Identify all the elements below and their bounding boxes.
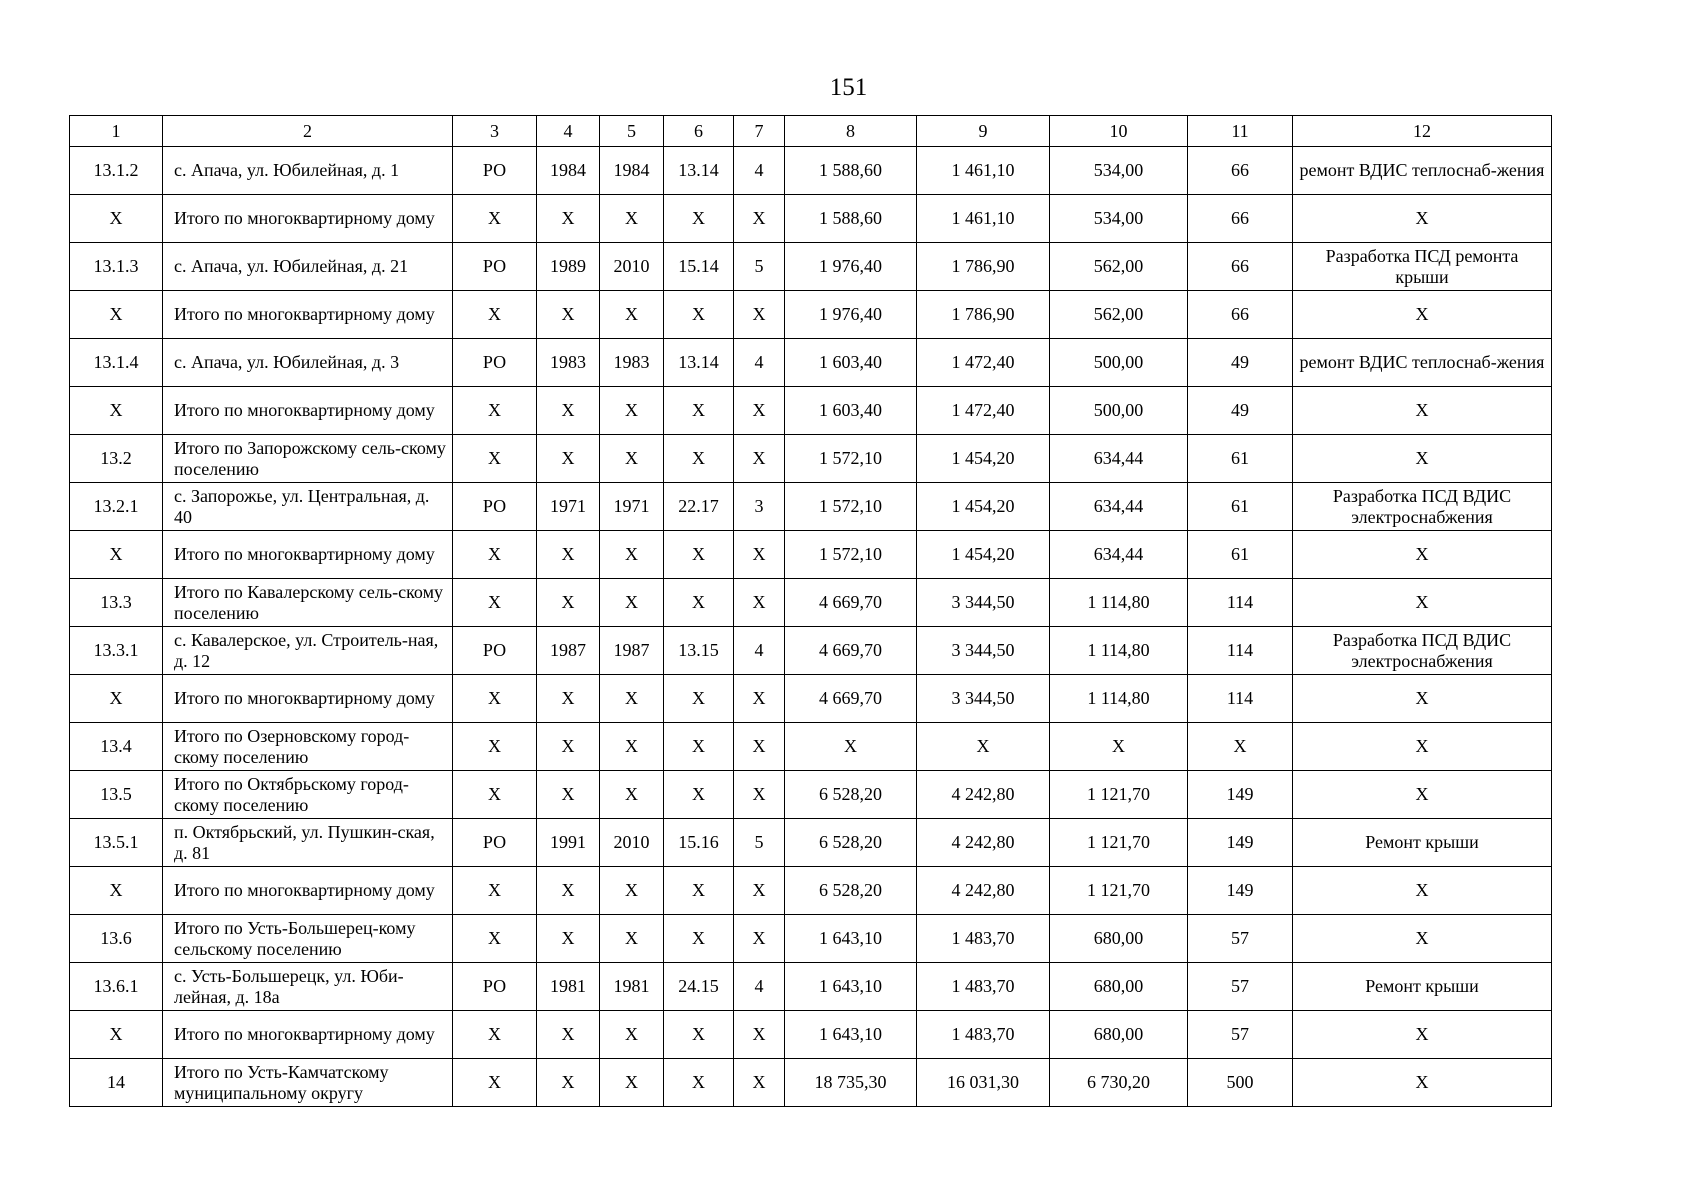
- residents-cell: 149: [1188, 771, 1293, 819]
- work-type-cell: Х: [1293, 387, 1552, 435]
- year-cell: 1981: [600, 963, 664, 1011]
- work-type-cell: Х: [1293, 1011, 1552, 1059]
- table-row: [70, 963, 1552, 1011]
- area-cell: 634,44: [1050, 435, 1188, 483]
- year-built-cell: Х: [537, 867, 600, 915]
- area-cell: 1 121,70: [1050, 819, 1188, 867]
- address-cell: Итого по Усть-Большерец-кому сельскому поселению: [163, 915, 453, 963]
- table-row: [70, 291, 1552, 339]
- living-area-cell: 3 344,50: [917, 579, 1050, 627]
- year-cell: 2010: [600, 243, 664, 291]
- work-type-cell: Х: [1293, 723, 1552, 771]
- table-row: [70, 147, 1552, 195]
- row-number-cell: 13.2: [70, 435, 163, 483]
- year-cell: Х: [600, 195, 664, 243]
- row-number-cell: 13.3: [70, 579, 163, 627]
- type-cell: РО: [453, 627, 537, 675]
- floors-cell: 3: [734, 483, 785, 531]
- floors-cell: Х: [734, 579, 785, 627]
- total-area-cell: 1 643,10: [785, 915, 917, 963]
- year-cell: Х: [600, 291, 664, 339]
- row-number-cell: 13.1.2: [70, 147, 163, 195]
- work-type-cell: Разработка ПСД ВДИС электроснабжения: [1293, 627, 1552, 675]
- code-cell: Х: [664, 771, 734, 819]
- code-cell: Х: [664, 1011, 734, 1059]
- address-cell: с. Запорожье, ул. Центральная, д. 40: [163, 483, 453, 531]
- year-cell: 1987: [600, 627, 664, 675]
- column-number-cell: 9: [917, 116, 1050, 147]
- table-row: [70, 1059, 1552, 1107]
- year-cell: 1971: [600, 483, 664, 531]
- row-number-cell: 13.1.3: [70, 243, 163, 291]
- row-number-cell: Х: [70, 291, 163, 339]
- residents-cell: 149: [1188, 819, 1293, 867]
- year-cell: Х: [600, 1011, 664, 1059]
- year-cell: Х: [600, 675, 664, 723]
- page-number: 151: [829, 74, 868, 101]
- residents-cell: 66: [1188, 195, 1293, 243]
- area-cell: 680,00: [1050, 915, 1188, 963]
- code-cell: 15.14: [664, 243, 734, 291]
- housing-repair-table: [69, 115, 1552, 1107]
- code-cell: Х: [664, 1059, 734, 1107]
- total-area-cell: Х: [785, 723, 917, 771]
- type-cell: Х: [453, 195, 537, 243]
- address-cell: с. Усть-Большерецк, ул. Юби-лейная, д. 18а: [163, 963, 453, 1011]
- year-built-cell: Х: [537, 291, 600, 339]
- residents-cell: 114: [1188, 627, 1293, 675]
- living-area-cell: 4 242,80: [917, 771, 1050, 819]
- address-cell: Итого по многоквартирному дому: [163, 675, 453, 723]
- total-area-cell: 1 643,10: [785, 1011, 917, 1059]
- year-built-cell: Х: [537, 771, 600, 819]
- area-cell: 534,00: [1050, 147, 1188, 195]
- year-cell: Х: [600, 387, 664, 435]
- type-cell: РО: [453, 963, 537, 1011]
- residents-cell: 114: [1188, 675, 1293, 723]
- floors-cell: 4: [734, 339, 785, 387]
- work-type-cell: Ремонт крыши: [1293, 819, 1552, 867]
- work-type-cell: Х: [1293, 675, 1552, 723]
- floors-cell: 5: [734, 819, 785, 867]
- residents-cell: 61: [1188, 531, 1293, 579]
- table-row: [70, 771, 1552, 819]
- living-area-cell: Х: [917, 723, 1050, 771]
- code-cell: Х: [664, 723, 734, 771]
- residents-cell: 57: [1188, 1011, 1293, 1059]
- table-body: [70, 116, 1552, 1107]
- year-cell: Х: [600, 531, 664, 579]
- column-number-row: [70, 116, 1552, 147]
- type-cell: РО: [453, 483, 537, 531]
- area-cell: 680,00: [1050, 963, 1188, 1011]
- year-built-cell: Х: [537, 1059, 600, 1107]
- year-cell: 2010: [600, 819, 664, 867]
- type-cell: РО: [453, 819, 537, 867]
- area-cell: 634,44: [1050, 483, 1188, 531]
- type-cell: РО: [453, 243, 537, 291]
- row-number-cell: Х: [70, 531, 163, 579]
- column-number-cell: 11: [1188, 116, 1293, 147]
- living-area-cell: 4 242,80: [917, 819, 1050, 867]
- row-number-cell: 13.4: [70, 723, 163, 771]
- column-number-cell: 6: [664, 116, 734, 147]
- area-cell: 1 121,70: [1050, 867, 1188, 915]
- year-built-cell: 1981: [537, 963, 600, 1011]
- work-type-cell: Ремонт крыши: [1293, 963, 1552, 1011]
- year-built-cell: Х: [537, 723, 600, 771]
- row-number-cell: Х: [70, 675, 163, 723]
- row-number-cell: 13.1.4: [70, 339, 163, 387]
- table-row: [70, 1011, 1552, 1059]
- area-cell: 534,00: [1050, 195, 1188, 243]
- address-cell: Итого по многоквартирному дому: [163, 867, 453, 915]
- living-area-cell: 1 786,90: [917, 291, 1050, 339]
- code-cell: Х: [664, 195, 734, 243]
- address-cell: Итого по Озерновскому город-скому поселению: [163, 723, 453, 771]
- floors-cell: Х: [734, 1059, 785, 1107]
- year-cell: Х: [600, 723, 664, 771]
- floors-cell: Х: [734, 771, 785, 819]
- type-cell: Х: [453, 531, 537, 579]
- column-number-cell: 7: [734, 116, 785, 147]
- row-number-cell: Х: [70, 195, 163, 243]
- residents-cell: 500: [1188, 1059, 1293, 1107]
- year-cell: Х: [600, 867, 664, 915]
- floors-cell: Х: [734, 1011, 785, 1059]
- address-cell: Итого по многоквартирному дому: [163, 1011, 453, 1059]
- work-type-cell: Х: [1293, 1059, 1552, 1107]
- type-cell: Х: [453, 579, 537, 627]
- row-number-cell: Х: [70, 867, 163, 915]
- code-cell: 15.16: [664, 819, 734, 867]
- type-cell: Х: [453, 387, 537, 435]
- type-cell: РО: [453, 147, 537, 195]
- area-cell: 6 730,20: [1050, 1059, 1188, 1107]
- address-cell: Итого по Октябрьскому город-скому поселению: [163, 771, 453, 819]
- table-row: [70, 579, 1552, 627]
- column-number-cell: 5: [600, 116, 664, 147]
- column-number-cell: 12: [1293, 116, 1552, 147]
- year-built-cell: 1971: [537, 483, 600, 531]
- area-cell: Х: [1050, 723, 1188, 771]
- year-cell: Х: [600, 771, 664, 819]
- total-area-cell: 1 603,40: [785, 339, 917, 387]
- work-type-cell: Х: [1293, 579, 1552, 627]
- year-built-cell: Х: [537, 915, 600, 963]
- code-cell: Х: [664, 579, 734, 627]
- year-built-cell: 1987: [537, 627, 600, 675]
- address-cell: Итого по многоквартирному дому: [163, 291, 453, 339]
- row-number-cell: 13.2.1: [70, 483, 163, 531]
- total-area-cell: 1 588,60: [785, 147, 917, 195]
- address-cell: Итого по многоквартирному дому: [163, 531, 453, 579]
- year-built-cell: Х: [537, 195, 600, 243]
- living-area-cell: 1 483,70: [917, 963, 1050, 1011]
- table-row: [70, 723, 1552, 771]
- floors-cell: Х: [734, 435, 785, 483]
- table-row: [70, 435, 1552, 483]
- year-cell: Х: [600, 915, 664, 963]
- table-row: [70, 483, 1552, 531]
- type-cell: Х: [453, 915, 537, 963]
- row-number-cell: 13.6.1: [70, 963, 163, 1011]
- code-cell: 13.15: [664, 627, 734, 675]
- row-number-cell: 13.3.1: [70, 627, 163, 675]
- table-row: [70, 675, 1552, 723]
- type-cell: Х: [453, 675, 537, 723]
- year-cell: Х: [600, 435, 664, 483]
- code-cell: Х: [664, 387, 734, 435]
- year-cell: 1983: [600, 339, 664, 387]
- year-built-cell: Х: [537, 435, 600, 483]
- floors-cell: 4: [734, 627, 785, 675]
- year-built-cell: Х: [537, 579, 600, 627]
- year-built-cell: 1983: [537, 339, 600, 387]
- address-cell: с. Кавалерское, ул. Строитель-ная, д. 12: [163, 627, 453, 675]
- year-built-cell: 1984: [537, 147, 600, 195]
- code-cell: Х: [664, 531, 734, 579]
- living-area-cell: 1 786,90: [917, 243, 1050, 291]
- address-cell: с. Апача, ул. Юбилейная, д. 3: [163, 339, 453, 387]
- table-row: [70, 531, 1552, 579]
- column-number-cell: 2: [163, 116, 453, 147]
- living-area-cell: 1 461,10: [917, 147, 1050, 195]
- living-area-cell: 1 461,10: [917, 195, 1050, 243]
- work-type-cell: Разработка ПСД ремонта крыши: [1293, 243, 1552, 291]
- residents-cell: 149: [1188, 867, 1293, 915]
- code-cell: Х: [664, 675, 734, 723]
- type-cell: Х: [453, 291, 537, 339]
- area-cell: 1 114,80: [1050, 675, 1188, 723]
- floors-cell: Х: [734, 915, 785, 963]
- column-number-cell: 4: [537, 116, 600, 147]
- table-row: [70, 915, 1552, 963]
- living-area-cell: 3 344,50: [917, 675, 1050, 723]
- year-cell: Х: [600, 579, 664, 627]
- row-number-cell: 13.6: [70, 915, 163, 963]
- residents-cell: 49: [1188, 387, 1293, 435]
- type-cell: РО: [453, 339, 537, 387]
- total-area-cell: 1 976,40: [785, 291, 917, 339]
- row-number-cell: 14: [70, 1059, 163, 1107]
- living-area-cell: 1 483,70: [917, 1011, 1050, 1059]
- work-type-cell: Разработка ПСД ВДИС электроснабжения: [1293, 483, 1552, 531]
- row-number-cell: 13.5: [70, 771, 163, 819]
- total-area-cell: 6 528,20: [785, 867, 917, 915]
- table-row: [70, 387, 1552, 435]
- year-built-cell: 1989: [537, 243, 600, 291]
- row-number-cell: Х: [70, 387, 163, 435]
- residents-cell: 57: [1188, 915, 1293, 963]
- type-cell: Х: [453, 435, 537, 483]
- type-cell: Х: [453, 771, 537, 819]
- address-cell: с. Апача, ул. Юбилейная, д. 1: [163, 147, 453, 195]
- work-type-cell: Х: [1293, 915, 1552, 963]
- code-cell: Х: [664, 435, 734, 483]
- address-cell: Итого по многоквартирному дому: [163, 387, 453, 435]
- work-type-cell: Х: [1293, 435, 1552, 483]
- area-cell: 500,00: [1050, 339, 1188, 387]
- living-area-cell: 1 472,40: [917, 339, 1050, 387]
- living-area-cell: 3 344,50: [917, 627, 1050, 675]
- floors-cell: Х: [734, 387, 785, 435]
- column-number-cell: 1: [70, 116, 163, 147]
- address-cell: Итого по Запорожскому сель-скому поселению: [163, 435, 453, 483]
- residents-cell: 66: [1188, 291, 1293, 339]
- work-type-cell: ремонт ВДИС теплоснаб-жения: [1293, 147, 1552, 195]
- table-row: [70, 339, 1552, 387]
- year-cell: Х: [600, 1059, 664, 1107]
- total-area-cell: 6 528,20: [785, 819, 917, 867]
- total-area-cell: 1 572,10: [785, 483, 917, 531]
- living-area-cell: 1 472,40: [917, 387, 1050, 435]
- type-cell: Х: [453, 1059, 537, 1107]
- total-area-cell: 1 603,40: [785, 387, 917, 435]
- column-number-cell: 8: [785, 116, 917, 147]
- floors-cell: Х: [734, 723, 785, 771]
- address-cell: с. Апача, ул. Юбилейная, д. 21: [163, 243, 453, 291]
- total-area-cell: 1 572,10: [785, 531, 917, 579]
- total-area-cell: 1 643,10: [785, 963, 917, 1011]
- residents-cell: 57: [1188, 963, 1293, 1011]
- floors-cell: Х: [734, 291, 785, 339]
- floors-cell: Х: [734, 867, 785, 915]
- living-area-cell: 4 242,80: [917, 867, 1050, 915]
- total-area-cell: 1 572,10: [785, 435, 917, 483]
- table-row: [70, 627, 1552, 675]
- table-row: [70, 195, 1552, 243]
- area-cell: 1 114,80: [1050, 627, 1188, 675]
- table-row: [70, 243, 1552, 291]
- total-area-cell: 4 669,70: [785, 627, 917, 675]
- living-area-cell: 1 483,70: [917, 915, 1050, 963]
- residents-cell: 66: [1188, 243, 1293, 291]
- residents-cell: Х: [1188, 723, 1293, 771]
- address-cell: Итого по многоквартирному дому: [163, 195, 453, 243]
- year-built-cell: Х: [537, 1011, 600, 1059]
- floors-cell: 4: [734, 147, 785, 195]
- total-area-cell: 4 669,70: [785, 579, 917, 627]
- row-number-cell: 13.5.1: [70, 819, 163, 867]
- work-type-cell: ремонт ВДИС теплоснаб-жения: [1293, 339, 1552, 387]
- column-number-cell: 10: [1050, 116, 1188, 147]
- floors-cell: Х: [734, 195, 785, 243]
- address-cell: Итого по Усть-Камчатскому муниципальному округу: [163, 1059, 453, 1107]
- floors-cell: 4: [734, 963, 785, 1011]
- total-area-cell: 1 976,40: [785, 243, 917, 291]
- year-cell: 1984: [600, 147, 664, 195]
- floors-cell: Х: [734, 531, 785, 579]
- code-cell: Х: [664, 915, 734, 963]
- area-cell: 562,00: [1050, 291, 1188, 339]
- address-cell: Итого по Кавалерскому сель-скому поселению: [163, 579, 453, 627]
- code-cell: 24.15: [664, 963, 734, 1011]
- living-area-cell: 1 454,20: [917, 435, 1050, 483]
- residents-cell: 114: [1188, 579, 1293, 627]
- total-area-cell: 1 588,60: [785, 195, 917, 243]
- type-cell: Х: [453, 1011, 537, 1059]
- table-row: [70, 819, 1552, 867]
- residents-cell: 61: [1188, 483, 1293, 531]
- code-cell: Х: [664, 291, 734, 339]
- total-area-cell: 6 528,20: [785, 771, 917, 819]
- code-cell: 13.14: [664, 147, 734, 195]
- total-area-cell: 4 669,70: [785, 675, 917, 723]
- code-cell: Х: [664, 867, 734, 915]
- area-cell: 500,00: [1050, 387, 1188, 435]
- year-built-cell: 1991: [537, 819, 600, 867]
- address-cell: п. Октябрьский, ул. Пушкин-ская, д. 81: [163, 819, 453, 867]
- work-type-cell: Х: [1293, 867, 1552, 915]
- row-number-cell: Х: [70, 1011, 163, 1059]
- work-type-cell: Х: [1293, 771, 1552, 819]
- work-type-cell: Х: [1293, 531, 1552, 579]
- type-cell: Х: [453, 723, 537, 771]
- work-type-cell: Х: [1293, 195, 1552, 243]
- column-number-cell: 3: [453, 116, 537, 147]
- living-area-cell: 1 454,20: [917, 531, 1050, 579]
- residents-cell: 49: [1188, 339, 1293, 387]
- area-cell: 562,00: [1050, 243, 1188, 291]
- residents-cell: 61: [1188, 435, 1293, 483]
- living-area-cell: 1 454,20: [917, 483, 1050, 531]
- year-built-cell: Х: [537, 387, 600, 435]
- area-cell: 634,44: [1050, 531, 1188, 579]
- floors-cell: 5: [734, 243, 785, 291]
- area-cell: 680,00: [1050, 1011, 1188, 1059]
- total-area-cell: 18 735,30: [785, 1059, 917, 1107]
- type-cell: Х: [453, 867, 537, 915]
- year-built-cell: Х: [537, 531, 600, 579]
- living-area-cell: 16 031,30: [917, 1059, 1050, 1107]
- code-cell: 13.14: [664, 339, 734, 387]
- table-row: [70, 867, 1552, 915]
- area-cell: 1 121,70: [1050, 771, 1188, 819]
- year-built-cell: Х: [537, 675, 600, 723]
- area-cell: 1 114,80: [1050, 579, 1188, 627]
- floors-cell: Х: [734, 675, 785, 723]
- residents-cell: 66: [1188, 147, 1293, 195]
- code-cell: 22.17: [664, 483, 734, 531]
- work-type-cell: Х: [1293, 291, 1552, 339]
